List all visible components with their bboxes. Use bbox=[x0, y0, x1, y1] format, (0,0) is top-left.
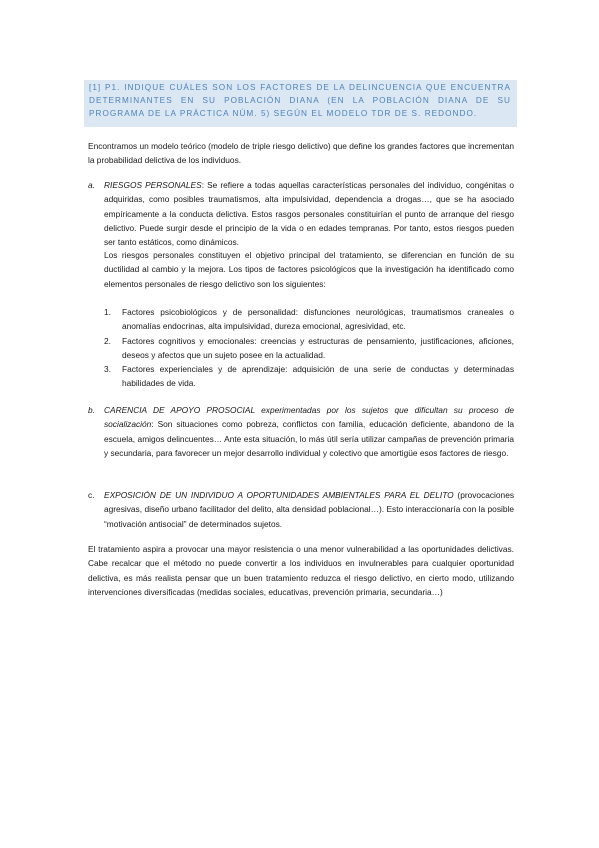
section-a-paragraph-2: Los riesgos personales constituyen el objetivo principal del tratamiento, se diferencian en función de su ductilidad al cambio y la mejora. Los tipos de factores psicológicos que la investigación ha identificado como elementos personales de riesgo delictivo son los siguientes: bbox=[104, 250, 514, 289]
section-c-title: EXPOSICIÓN DE UN INDIVIDUO A OPORTUNIDADES AMBIENTALES PARA EL DELITO bbox=[104, 490, 454, 500]
question-heading: [1] P1. INDIQUE CUÁLES SON LOS FACTORES DE LA DELINCUENCIA QUE ENCUENTRA DETERMINANTES EN SU POBLACIÓN DIANA (EN LA POBLACIÓN DIANA DE SU PROGRAMA DE LA PRÁCTICA NÚM. 5) SEGÚN EL MODELO TDR DE S. REDONDO. bbox=[84, 80, 517, 127]
list-item-number-3: 3. bbox=[104, 364, 111, 374]
list-item-2: Factores cognitivos y emocionales: creencias y estructuras de pensamiento, justificaciones, aficiones, deseos y afectos que un sujeto posee en la actualidad. bbox=[122, 336, 514, 361]
section-a-marker: a. bbox=[88, 180, 95, 190]
list-item-1: Factores psicobiológicos y de personalidad: disfunciones neurológicas, traumatismos craneales o anomalías endocrinas, alta impulsividad, dureza emocional, agresividad, etc. bbox=[122, 307, 514, 332]
list-item-3: Factores experienciales y de aprendizaje: adquisición de una serie de conductas y determinadas habilidades de vida. bbox=[122, 364, 514, 389]
section-c-marker: c. bbox=[88, 490, 95, 500]
section-b-text: : Son situaciones como pobreza, conflictos con familia, educación deficiente, abandono de la escuela, amigos delincuentes… Ante esta situación, lo más útil sería utilizar campañas de prevención primaria y secundaria, para favorecer un mejor desarrollo individual y colectivo que amortigüe esos factores de riesgo. bbox=[104, 419, 514, 458]
conclusion-paragraph: El tratamiento aspira a provocar una mayor resistencia o una menor vulnerabilidad a las oportunidades delictivas. Cabe recalcar que el método no puede convertir a los individuos en invulnerables para cualquier oportunidad delictiva, es más realista pensar que un buen tratamiento reduzca el riesgo delictivo, en cierto modo, utilizando intervenciones diversificadas (medidas sociales, educativas, prevención primaria, secundaria…) bbox=[88, 544, 514, 597]
section-c-paragraph bbox=[104, 488, 514, 531]
section-b-title: CARENCIA DE APOYO PROSOCIAL experimentadas por los sujetos que dificultan su proceso de socialización bbox=[104, 405, 514, 430]
section-a-paragraph bbox=[104, 178, 514, 249]
intro-paragraph: Encontramos un modelo teórico (modelo de triple riesgo delictivo) que define los grandes factores que incrementan la probabilidad delictiva de los individuos. bbox=[88, 141, 514, 166]
list-item-number-1: 1. bbox=[104, 307, 111, 317]
list-item-number-2: 2. bbox=[104, 336, 111, 346]
section-c-text: (provocaciones agresivas, diseño urbano facilitador del delito, alta densidad poblacional…). Esto interaccionaría con la posible “motivación antisocial” de determinados sujetos. bbox=[104, 490, 515, 529]
section-a-title: RIESGOS PERSONALES bbox=[104, 180, 202, 190]
section-a-text: : Se refiere a todas aquellas características personales del individuo, congénitas o adquiridas, como posibles traumatismos, alta impulsividad, dependencia a drogas…, que se ha asociado empíricamente a la conducta delictiva. Estos rasgos personales constituirían el punto de arranque del riesgo delictivo. Puede surgir desde el principio de la vida o en edades tempranas. Por tanto, estos riesgos pueden ser tanto estáticos, como dinámicos. bbox=[104, 180, 514, 248]
section-b-marker: b. bbox=[88, 405, 95, 415]
section-b-paragraph bbox=[104, 403, 514, 460]
